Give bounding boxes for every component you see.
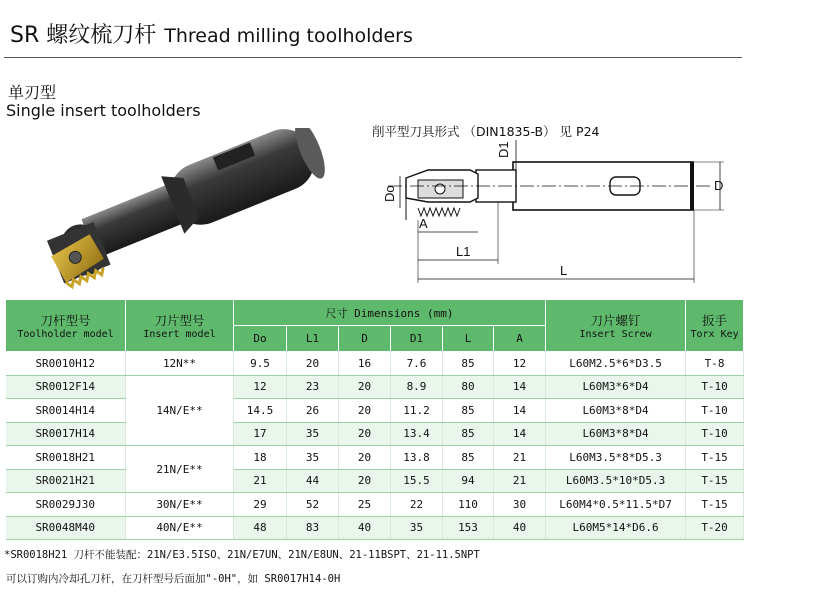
cell-a: 21 bbox=[494, 446, 546, 470]
cell-l1: 44 bbox=[287, 469, 339, 493]
col-l-header: L bbox=[443, 326, 494, 352]
table-row bbox=[6, 446, 744, 470]
cell-d1: 22 bbox=[391, 493, 443, 517]
cell-l: 85 bbox=[443, 422, 494, 446]
cell-a: 14 bbox=[494, 375, 546, 399]
cell-d: 40 bbox=[339, 516, 391, 540]
table-row bbox=[6, 399, 744, 423]
cell-key: T-8 bbox=[686, 352, 744, 376]
subtitle-en: Single insert toolholders bbox=[6, 101, 201, 120]
shank-form-label: 削平型刀具形式 （DIN1835-B） 见 P24 bbox=[372, 124, 600, 139]
cell-a: 30 bbox=[494, 493, 546, 517]
title-english: Thread milling toolholders bbox=[164, 25, 413, 47]
cell-d: 20 bbox=[339, 446, 391, 470]
spec-table bbox=[5, 299, 744, 540]
cell-key: T-15 bbox=[686, 446, 744, 470]
cell-model: SR0018H21 bbox=[6, 446, 126, 470]
title-divider bbox=[4, 57, 742, 58]
subtitle-cn: 单刃型 bbox=[8, 83, 57, 102]
cell-do: 21 bbox=[234, 469, 287, 493]
cell-a: 12 bbox=[494, 352, 546, 376]
cell-d: 20 bbox=[339, 375, 391, 399]
cell-insert: 21N/E** bbox=[126, 446, 234, 493]
cell-d: 20 bbox=[339, 399, 391, 423]
cell-model: SR0029J30 bbox=[6, 493, 126, 517]
cell-l: 110 bbox=[443, 493, 494, 517]
cell-insert: 12N** bbox=[126, 352, 234, 376]
cell-l1: 35 bbox=[287, 446, 339, 470]
cell-model: SR0048M40 bbox=[6, 516, 126, 540]
cell-model: SR0012F14 bbox=[6, 375, 126, 399]
cell-do: 17 bbox=[234, 422, 287, 446]
cell-d1: 35 bbox=[391, 516, 443, 540]
cell-screw: L60M4*0.5*11.5*D7 bbox=[546, 493, 686, 517]
cell-d: 25 bbox=[339, 493, 391, 517]
cell-do: 18 bbox=[234, 446, 287, 470]
cell-d1: 13.8 bbox=[391, 446, 443, 470]
cell-do: 9.5 bbox=[234, 352, 287, 376]
cell-l1: 83 bbox=[287, 516, 339, 540]
cell-screw: L60M5*14*D6.6 bbox=[546, 516, 686, 540]
cell-a: 14 bbox=[494, 422, 546, 446]
cell-d1: 13.4 bbox=[391, 422, 443, 446]
cell-l: 85 bbox=[443, 352, 494, 376]
col-do-header: Do bbox=[234, 326, 287, 352]
table-row bbox=[6, 493, 744, 517]
cell-l: 153 bbox=[443, 516, 494, 540]
cell-model: SR0014H14 bbox=[6, 399, 126, 423]
cell-l: 85 bbox=[443, 399, 494, 423]
col-a-header: A bbox=[494, 326, 546, 352]
cell-model: SR0021H21 bbox=[6, 469, 126, 493]
cell-l: 80 bbox=[443, 375, 494, 399]
cell-model: SR0017H14 bbox=[6, 422, 126, 446]
cell-key: T-10 bbox=[686, 399, 744, 423]
cell-screw: L60M2.5*6*D3.5 bbox=[546, 352, 686, 376]
label-d: D bbox=[714, 178, 724, 193]
label-l1: L1 bbox=[456, 244, 471, 259]
cell-l: 94 bbox=[443, 469, 494, 493]
note-coolant: 可以订购内冷却孔刀杆，在刀杆型号后面加"-0H"，如 SR0017H14-0H bbox=[6, 573, 341, 585]
cell-a: 14 bbox=[494, 399, 546, 423]
cell-d: 16 bbox=[339, 352, 391, 376]
label-do: Do bbox=[382, 185, 397, 202]
cell-l1: 20 bbox=[287, 352, 339, 376]
cell-key: T-15 bbox=[686, 493, 744, 517]
cell-a: 21 bbox=[494, 469, 546, 493]
page-title bbox=[10, 18, 413, 49]
cell-d1: 8.9 bbox=[391, 375, 443, 399]
cell-model: SR0010H12 bbox=[6, 352, 126, 376]
table-row bbox=[6, 516, 744, 540]
cell-a: 40 bbox=[494, 516, 546, 540]
cell-do: 48 bbox=[234, 516, 287, 540]
cell-l1: 52 bbox=[287, 493, 339, 517]
cell-do: 29 bbox=[234, 493, 287, 517]
table-row bbox=[6, 375, 744, 399]
title-prefix: SR 螺纹梳刀杆 bbox=[10, 23, 157, 48]
cell-screw: L60M3.5*10*D5.3 bbox=[546, 469, 686, 493]
col-d-header: D bbox=[339, 326, 391, 352]
cell-l1: 35 bbox=[287, 422, 339, 446]
col-d1-header: D1 bbox=[391, 326, 443, 352]
table-row bbox=[6, 469, 744, 493]
table-row bbox=[6, 422, 744, 446]
col-key-header: 扳手 Torx Key bbox=[686, 300, 744, 352]
label-l: L bbox=[560, 263, 568, 278]
cell-screw: L60M3*8*D4 bbox=[546, 399, 686, 423]
col-screw-header: 刀片螺钉 Insert Screw bbox=[546, 300, 686, 352]
cell-key: T-10 bbox=[686, 422, 744, 446]
cell-key: T-15 bbox=[686, 469, 744, 493]
label-a: A bbox=[419, 216, 428, 231]
cell-d: 20 bbox=[339, 422, 391, 446]
cell-l: 85 bbox=[443, 446, 494, 470]
cell-insert: 40N/E** bbox=[126, 516, 234, 540]
cell-screw: L60M3*8*D4 bbox=[546, 422, 686, 446]
table-row bbox=[6, 352, 744, 376]
note-assembly: *SR0018H21 刀杆不能装配：21N/E3.5ISO、21N/E7UN、21N/E8UN、21-11BSPT、21-11.5NPT bbox=[4, 549, 480, 561]
cell-l1: 23 bbox=[287, 375, 339, 399]
dimensions-header: 尺寸 Dimensions (mm) bbox=[234, 300, 546, 326]
col-insert-header: 刀片型号 Insert model bbox=[126, 300, 234, 352]
cell-d1: 15.5 bbox=[391, 469, 443, 493]
col-l1-header: L1 bbox=[287, 326, 339, 352]
cell-screw: L60M3*6*D4 bbox=[546, 375, 686, 399]
cell-do: 14.5 bbox=[234, 399, 287, 423]
cell-screw: L60M3.5*8*D5.3 bbox=[546, 446, 686, 470]
toolholder-photo bbox=[28, 128, 338, 298]
cell-insert: 14N/E** bbox=[126, 375, 234, 446]
cell-d1: 7.6 bbox=[391, 352, 443, 376]
cell-d: 20 bbox=[339, 469, 391, 493]
cell-insert: 30N/E** bbox=[126, 493, 234, 517]
cell-key: T-20 bbox=[686, 516, 744, 540]
cell-key: T-10 bbox=[686, 375, 744, 399]
cell-do: 12 bbox=[234, 375, 287, 399]
dimension-drawing bbox=[378, 140, 738, 290]
label-d1: D1 bbox=[496, 141, 511, 158]
cell-d1: 11.2 bbox=[391, 399, 443, 423]
col-model-header: 刀杆型号 Toolholder model bbox=[6, 300, 126, 352]
cell-l1: 26 bbox=[287, 399, 339, 423]
